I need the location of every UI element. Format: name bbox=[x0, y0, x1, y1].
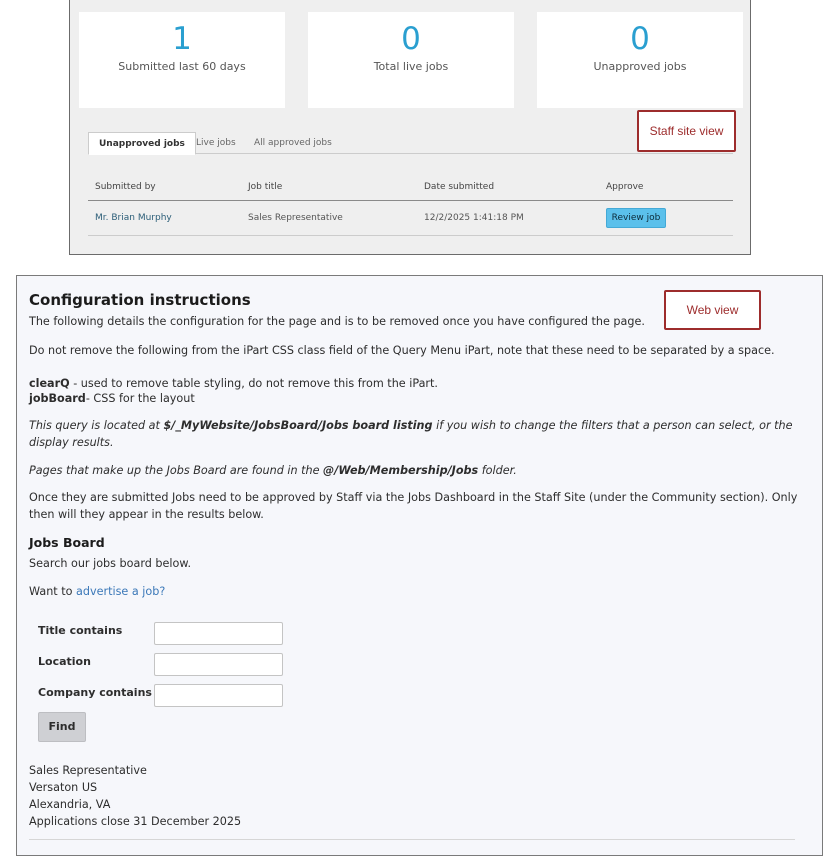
company-contains-input[interactable] bbox=[154, 684, 283, 707]
column-header-approve: Approve bbox=[606, 182, 644, 192]
stat-card-submitted bbox=[79, 12, 285, 108]
class-jobboard bbox=[29, 390, 195, 407]
result-closing-date: Applications close 31 December 2025 bbox=[29, 815, 242, 828]
query-location-text bbox=[29, 417, 799, 451]
class-name: clearQ bbox=[29, 377, 70, 390]
advertise-line bbox=[29, 583, 165, 600]
advertise-job-link[interactable]: advertise a job? bbox=[76, 585, 166, 598]
title-contains-input[interactable] bbox=[154, 622, 283, 645]
date-submitted-cell: 12/2/2025 1:41:18 PM bbox=[424, 213, 524, 223]
location-input[interactable] bbox=[154, 653, 283, 676]
search-instruction: Search our jobs board below. bbox=[29, 557, 191, 570]
column-header-date-submitted: Date submitted bbox=[424, 182, 495, 192]
stat-value: 0 bbox=[401, 21, 421, 57]
web-view-callout: Web view bbox=[664, 290, 761, 330]
result-company: Versaton US bbox=[29, 781, 98, 794]
jobs-board-heading: Jobs Board bbox=[29, 535, 105, 550]
class-description: - used to remove table styling, do not remove this from the iPart. bbox=[69, 377, 438, 390]
query-path: $/_MyWebsite/JobsBoard/Jobs board listing bbox=[163, 419, 433, 432]
intro-text: The following details the configuration for the page and is to be removed once you have configured the page. bbox=[29, 315, 645, 328]
review-job-button[interactable]: Review job bbox=[606, 208, 666, 228]
column-header-submitted-by: Submitted by bbox=[95, 182, 156, 192]
query-location-prefix: This query is located at bbox=[29, 419, 164, 432]
web-view-panel bbox=[16, 275, 823, 856]
stat-label: Submitted last 60 days bbox=[118, 60, 246, 73]
approval-note-text: Once they are submitted Jobs need to be approved by Staff via the Jobs Dashboard in the Staff Site (under the Community section). Only then will they appear in the results below. bbox=[29, 491, 798, 521]
result-location: Alexandria, VA bbox=[29, 798, 111, 811]
advertise-prefix: Want to bbox=[29, 585, 77, 598]
tab-all-approved-jobs[interactable]: All approved jobs bbox=[254, 138, 332, 148]
stat-card-live bbox=[308, 12, 514, 108]
stat-label: Total live jobs bbox=[373, 60, 449, 73]
unapproved-jobs-table bbox=[88, 174, 733, 236]
job-title-cell: Sales Representative bbox=[248, 213, 343, 223]
class-description: - CSS for the layout bbox=[85, 392, 195, 405]
configuration-title: Configuration instructions bbox=[29, 291, 251, 309]
class-name: jobBoard bbox=[29, 392, 86, 405]
table-header-row bbox=[88, 174, 733, 201]
location-label: Location bbox=[38, 655, 91, 668]
pages-location-text bbox=[29, 462, 517, 479]
stat-value: 1 bbox=[172, 21, 192, 57]
query-location-suffix: if you wish to change the filters that a person can select, or the display results. bbox=[29, 419, 793, 449]
stat-label: Unapproved jobs bbox=[593, 60, 687, 73]
pages-location-suffix: folder. bbox=[478, 464, 517, 477]
staff-site-view-callout: Staff site view bbox=[637, 110, 736, 152]
tab-live-jobs[interactable]: Live jobs bbox=[196, 138, 236, 148]
pages-path: @/Web/Membership/Jobs bbox=[323, 464, 479, 477]
tab-unapproved-jobs[interactable]: Unapproved jobs bbox=[88, 132, 196, 155]
find-button[interactable]: Find bbox=[38, 712, 86, 742]
stat-value: 0 bbox=[630, 21, 650, 57]
company-contains-label: Company contains bbox=[38, 686, 152, 699]
pages-location-prefix: Pages that make up the Jobs Board are found in the bbox=[29, 464, 324, 477]
table-row bbox=[88, 201, 733, 236]
column-header-job-title: Job title bbox=[248, 182, 283, 192]
class-note-text: Do not remove the following from the iPart CSS class field of the Query Menu iPart, note that these need to be separated by a space. bbox=[29, 344, 775, 357]
result-job-title[interactable]: Sales Representative bbox=[29, 764, 147, 777]
title-contains-label: Title contains bbox=[38, 624, 123, 637]
result-divider bbox=[29, 839, 795, 840]
stat-card-unapproved bbox=[537, 12, 743, 108]
submitted-by-link[interactable]: Mr. Brian Murphy bbox=[95, 213, 172, 223]
